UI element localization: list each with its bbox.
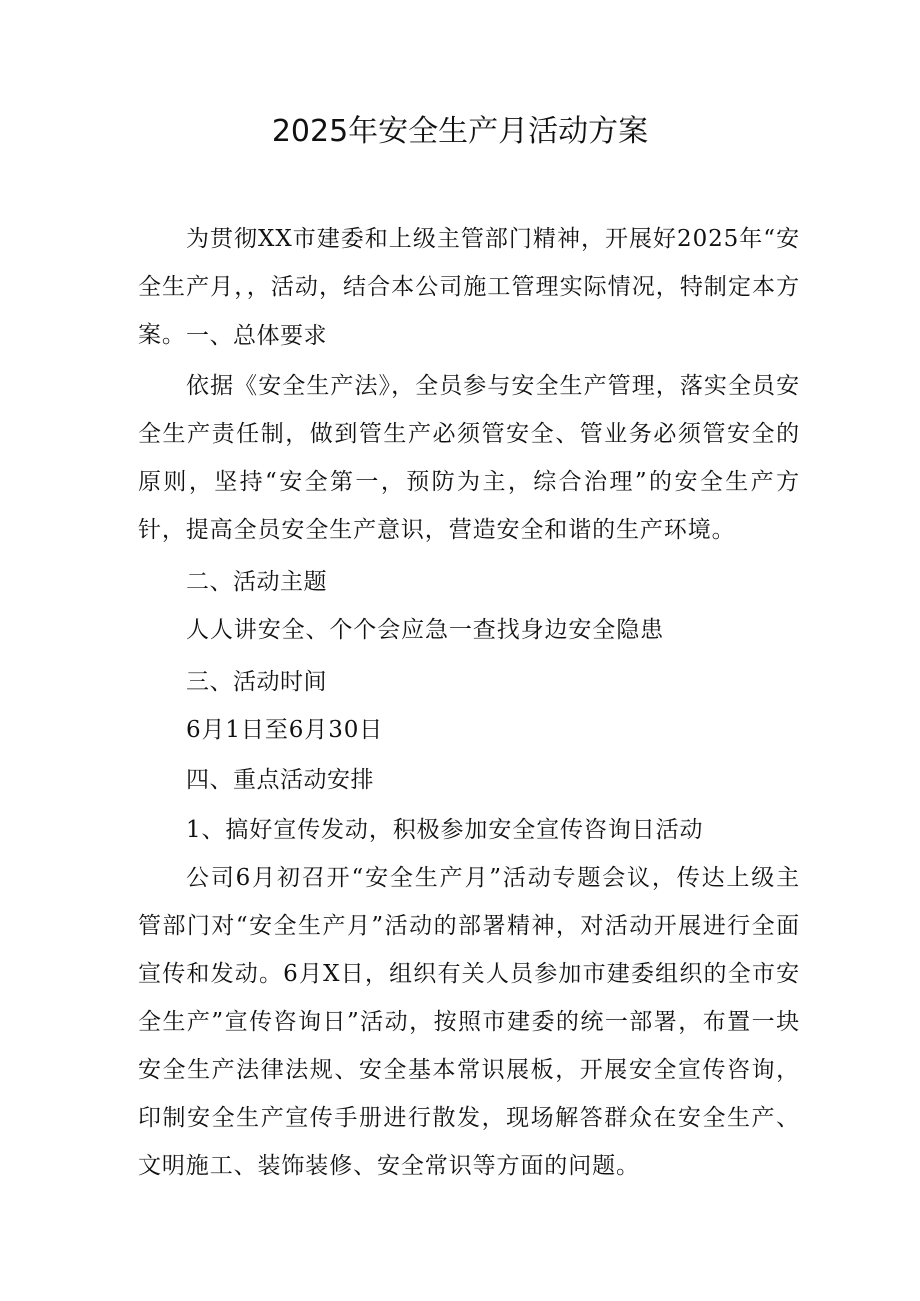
activity-theme-text: 人人讲安全、个个会应急一查找身边安全隐患 <box>186 617 664 643</box>
intro-paragraph: 为贯彻XX市建委和上级主管部门精神，开展好2025年“安全生产月，，活动，结合本公司施工管理实际情况，特制定本方案。 <box>138 226 800 348</box>
key-activity-item-1: 1、搞好宣传发动，积极参加安全宣传咨询日活动 <box>186 817 704 843</box>
general-requirements-paragraph: 依据《安全生产法》，全员参与安全生产管理，落实全员安全生产责任制，做到管生产必须管安全、管业务必须管安全的原则，坚持“安全第一，预防为主，综合治理”的安全生产方针，提高全员安全生产意识，营造安全和谐的生产环境。 <box>138 373 800 543</box>
section-heading-key-activities: 四、重点活动安排 <box>186 767 374 793</box>
section-heading-activity-time: 三、活动时间 <box>186 669 327 695</box>
section-heading-activity-theme: 二、活动主题 <box>186 569 327 595</box>
publicity-paragraph: 公司6月初召开“安全生产月”活动专题会议，传达上级主管部门对“安全生产月”活动的部署精神，对活动开展进行全面宣传和发动。6月X日，组织有关人员参加市建委组织的全市安全生产”宣传咨询日”活动，按照市建委的统一部署，布置一块安全生产法律法规、安全基本常识展板，开展安全宣传咨询，印制安全生产宣传手册进行散发，现场解答群众在安全生产、文明施工、装饰装修、安全常识等方面的问题。 <box>138 865 800 1179</box>
document-title: 2025年安全生产月活动方案 <box>271 114 649 149</box>
section-heading-general-requirements: 一、总体要求 <box>186 323 327 349</box>
activity-time-text: 6月1日至6月30日 <box>186 717 384 743</box>
